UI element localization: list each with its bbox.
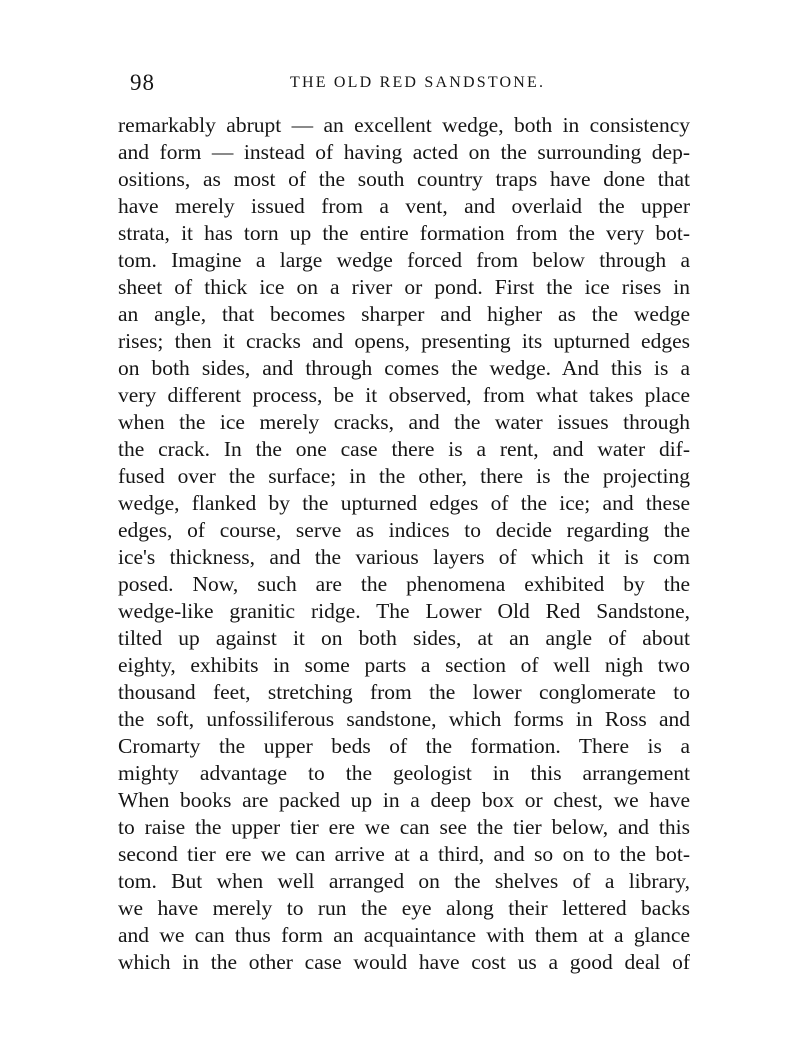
running-title: THE OLD RED SANDSTONE. [290,74,546,91]
text-line: eighty, exhibits in some parts a section of well nigh two [118,653,690,677]
text-line: ositions, as most of the south country traps have done that [118,167,690,191]
text-line: an angle, that becomes sharper and higher as the wedge [118,302,690,326]
text-line: have merely issued from a vent, and overlaid the upper [118,194,690,218]
text-line: very different process, be it observed, from what takes place [118,383,690,407]
text-line: to raise the upper tier ere we can see the tier below, and this [118,815,690,839]
text-line: ice's thickness, and the various layers of which it is com [118,545,690,569]
text-line: wedge-like granitic ridge. The Lower Old Red Sandstone, [118,599,690,623]
text-line: when the ice merely cracks, and the water issues through [118,410,690,434]
text-line: which in the other case would have cost us a good deal of [118,950,690,974]
text-line: strata, it has torn up the entire formation from the very bot- [118,221,690,245]
text-line: second tier ere we can arrive at a third, and so on to the bot- [118,842,690,866]
text-line: on both sides, and through comes the wedge. And this is a [118,356,690,380]
text-line: the crack. In the one case there is a rent, and water dif- [118,437,690,461]
text-line: we have merely to run the eye along their lettered backs [118,896,690,920]
text-line: edges, of course, serve as indices to decide regarding the [118,518,690,542]
body-text [118,112,690,976]
text-line: tom. But when well arranged on the shelves of a library, [118,869,690,893]
text-line: When books are packed up in a deep box or chest, we have [118,788,690,812]
text-line: mighty advantage to the geologist in this arrangement [118,761,690,785]
text-line: thousand feet, stretching from the lower conglomerate to [118,680,690,704]
text-line: fused over the surface; in the other, there is the projecting [118,464,690,488]
text-line: the soft, unfossiliferous sandstone, which forms in Ross and [118,707,690,731]
text-line: sheet of thick ice on a river or pond. First the ice rises in [118,275,690,299]
page-number: 98 [130,70,155,95]
text-line: Cromarty the upper beds of the formation. There is a [118,734,690,758]
text-line: posed. Now, such are the phenomena exhibited by the [118,572,690,596]
text-line: tom. Imagine a large wedge forced from below through a [118,248,690,272]
text-line: remarkably abrupt — an excellent wedge, both in consistency [118,113,690,137]
text-line: rises; then it cracks and opens, presenting its upturned edges [118,329,690,353]
text-line: wedge, flanked by the upturned edges of the ice; and these [118,491,690,515]
text-line: and form — instead of having acted on the surrounding dep- [118,140,690,164]
text-line: tilted up against it on both sides, at an angle of about [118,626,690,650]
text-line: and we can thus form an acquaintance with them at a glance [118,923,690,947]
running-head [130,70,690,98]
